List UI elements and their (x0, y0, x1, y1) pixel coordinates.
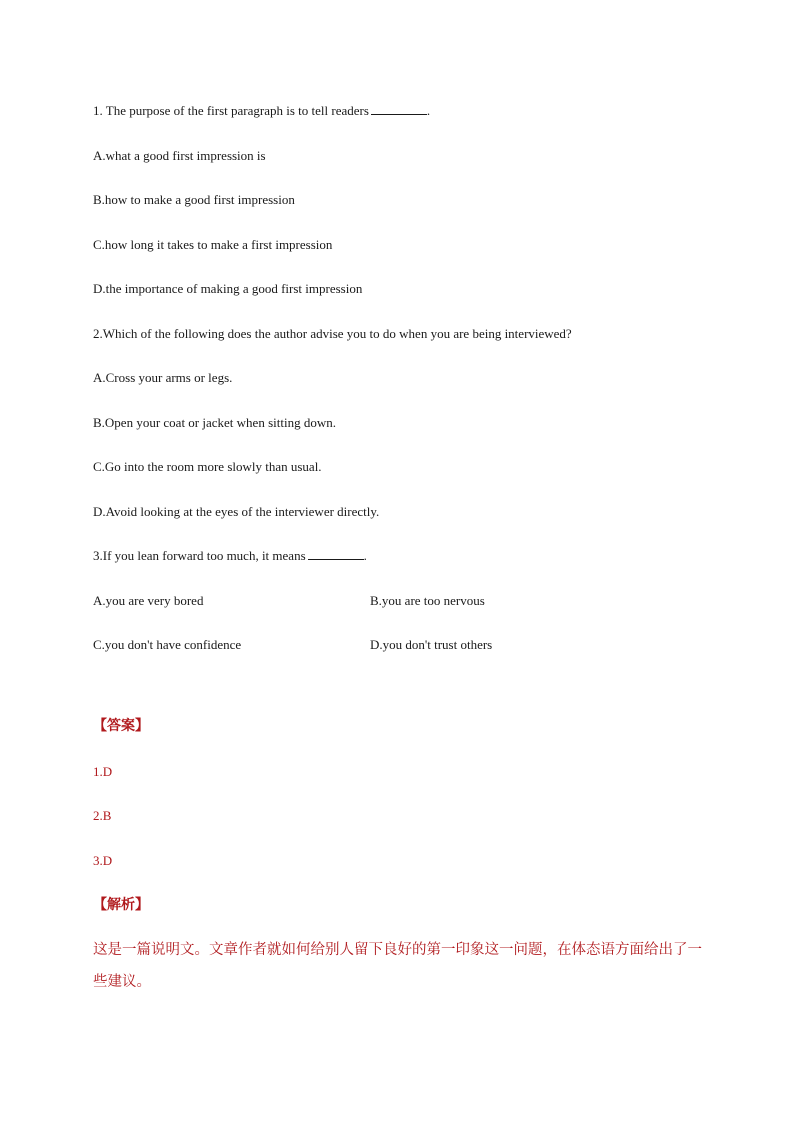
question-1-option-a: A.what a good first impression is (93, 148, 266, 163)
question-3-option-b: B.you are too nervous (370, 593, 485, 608)
question-1-text: 1. The purpose of the first paragraph is to tell readers (93, 103, 369, 118)
question-2-option-c: C.Go into the room more slowly than usual. (93, 459, 322, 474)
answer-heading: 【答案】 (93, 718, 149, 734)
question-2-option-d: D.Avoid looking at the eyes of the interviewer directly. (93, 504, 380, 519)
question-1-period: . (426, 103, 431, 118)
question-2-option-b: B.Open your coat or jacket when sitting down. (93, 415, 336, 430)
analysis-heading: 【解析】 (93, 897, 149, 913)
question-1-option-b: B.how to make a good first impression (93, 192, 295, 207)
analysis-paragraph: 这是一篇说明文。文章作者就如何给别人留下良好的第一印象这一问题，在体态语方面给出了一些建议。 (93, 942, 702, 990)
question-1-option-c: C.how long it takes to make a first impression (93, 237, 333, 252)
answer-blank (308, 549, 364, 560)
answer-item-2: 2.B (93, 808, 112, 823)
question-2-stem: 2.Which of the following does the author advise you to do when you are being interviewed? (93, 326, 572, 341)
answer-item-3: 3.D (93, 853, 113, 868)
question-3-option-d: D.you don't trust others (370, 637, 493, 652)
question-3-period: . (363, 548, 367, 563)
question-3-option-a: A.you are very bored (93, 593, 204, 608)
answer-blank (371, 104, 427, 115)
question-3-text: 3.If you lean forward too much, it means (93, 548, 306, 563)
question-1-option-d: D.the importance of making a good first impression (93, 281, 363, 296)
answer-item-1: 1.D (93, 764, 113, 779)
question-1-stem (93, 103, 430, 119)
question-3-option-c: C.you don't have confidence (93, 637, 242, 652)
question-3-stem (93, 548, 367, 564)
question-2-option-a: A.Cross your arms or legs. (93, 370, 233, 385)
